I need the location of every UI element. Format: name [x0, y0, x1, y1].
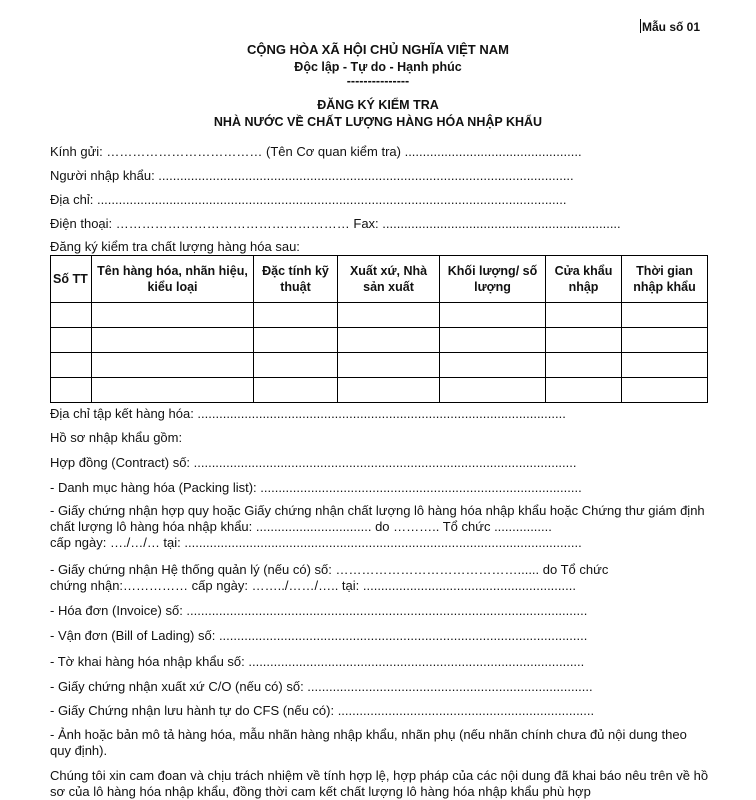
col-header-no: Số TT	[51, 256, 92, 303]
table-cell[interactable]	[51, 378, 92, 403]
management-system-field	[50, 562, 710, 594]
table-cell[interactable]	[254, 328, 338, 353]
customs-declaration-field: - Tờ khai hàng hóa nhập khẩu số: .............................................................................................	[50, 654, 585, 669]
table-cell[interactable]	[440, 378, 546, 403]
table-cell[interactable]	[92, 328, 254, 353]
dossier-heading: Hồ sơ nhập khẩu gồm:	[50, 430, 183, 445]
table-cell[interactable]	[51, 353, 92, 378]
text-cursor	[640, 19, 641, 33]
form-title-line1: ĐĂNG KÝ KIỂM TRA	[317, 98, 439, 112]
register-intro: Đăng ký kiểm tra chất lượng hàng hóa sau:	[50, 239, 300, 254]
conformity-certificate-field	[50, 503, 710, 551]
table-header-row	[51, 256, 708, 303]
table-cell[interactable]	[92, 303, 254, 328]
table-cell[interactable]	[254, 353, 338, 378]
col-header-origin: Xuất xứ, Nhà sản xuất	[338, 256, 440, 303]
gathering-address-field: Địa chỉ tập kết hàng hóa: ......................................................................................................	[50, 406, 566, 421]
col-header-import-time: Thời gian nhập khẩu	[622, 256, 708, 303]
table-cell[interactable]	[622, 328, 708, 353]
table-cell[interactable]	[338, 328, 440, 353]
table-cell[interactable]	[546, 378, 622, 403]
photos-description-field: - Ảnh hoặc bản mô tả hàng hóa, mẫu nhãn hàng nhập khẩu, nhãn phụ (nếu nhãn chính chưa đủ nội dung theo quy định).	[50, 727, 687, 758]
table-cell[interactable]	[51, 328, 92, 353]
table-row	[51, 378, 708, 403]
table-cell[interactable]	[338, 378, 440, 403]
form-number: Mẫu số 01	[642, 20, 701, 34]
packing-list-field: - Danh mục hàng hóa (Packing list): .........................................................................................	[50, 480, 582, 495]
table-cell[interactable]	[622, 303, 708, 328]
recipient-field: Kính gửi: ……………………………… (Tên Cơ quan kiểm tra) .................................................	[50, 144, 582, 159]
form-title-line2: NHÀ NƯỚC VỀ CHẤT LƯỢNG HÀNG HÓA NHẬP KHẨU	[213, 115, 543, 129]
country-name: CỘNG HÒA XÃ HỘI CHỦ NGHĨA VIỆT NAM	[247, 42, 509, 57]
table-cell[interactable]	[338, 303, 440, 328]
table-cell[interactable]	[51, 303, 92, 328]
table-cell[interactable]	[622, 378, 708, 403]
table-cell[interactable]	[92, 378, 254, 403]
header-separator: ---------------	[346, 74, 410, 88]
table-cell[interactable]	[254, 303, 338, 328]
table-cell[interactable]	[440, 303, 546, 328]
table-cell[interactable]	[546, 328, 622, 353]
table-row	[51, 328, 708, 353]
national-motto: Độc lập - Tự do - Hạnh phúc	[294, 60, 462, 74]
table-cell[interactable]	[622, 353, 708, 378]
contract-field: Hợp đồng (Contract) số: ..........................................................................................................	[50, 455, 577, 470]
col-header-quantity: Khối lượng/ số lượng	[440, 256, 546, 303]
certificate-of-origin-field: - Giấy chứng nhận xuất xứ C/O (nếu có) số: ...............................................................................	[50, 679, 593, 694]
address-field: Địa chỉ: ..................................................................................................................................	[50, 192, 567, 207]
conformity-certificate-line2: cấp ngày: …./…/… tại: ..............................................................................................................	[50, 535, 582, 550]
management-system-line1: - Giấy chứng nhận Hệ thống quản lý (nếu có) số: ……………………………………...... do Tổ chức	[50, 562, 609, 577]
table-row	[51, 303, 708, 328]
invoice-field: - Hóa đơn (Invoice) số: ...............................................................................................................	[50, 603, 588, 618]
table-row	[51, 353, 708, 378]
table-cell[interactable]	[254, 378, 338, 403]
phone-fax-field: Điện thoại: ……………………………………………… Fax: ..................................................................	[50, 216, 621, 231]
col-header-specs: Đặc tính kỹ thuật	[254, 256, 338, 303]
table-cell[interactable]	[546, 303, 622, 328]
bill-of-lading-field: - Vận đơn (Bill of Lading) số: ......................................................................................................	[50, 628, 588, 643]
free-sale-certificate-field: - Giấy Chứng nhận lưu hành tự do CFS (nếu có): .......................................................................	[50, 703, 595, 718]
table-cell[interactable]	[338, 353, 440, 378]
col-header-goods-name: Tên hàng hóa, nhãn hiệu, kiểu loại	[92, 256, 254, 303]
commitment-paragraph: Chúng tôi xin cam đoan và chịu trách nhiệm về tính hợp lệ, hợp pháp của các nội dung đã khai báo nêu trên về hồ sơ của lô hàng hóa nhập khẩu, đồng thời cam kết chất lượng lô hàng hóa nhập khẩu phù hợp	[50, 768, 709, 799]
table-cell[interactable]	[440, 328, 546, 353]
goods-table	[50, 255, 708, 403]
table-cell[interactable]	[440, 353, 546, 378]
table-cell[interactable]	[546, 353, 622, 378]
management-system-line2: chứng nhận:…………… cấp ngày: ……../……/….. tại: ...........................................................	[50, 578, 576, 593]
conformity-certificate-line1: - Giấy chứng nhận hợp quy hoặc Giấy chứng nhận chất lượng lô hàng hóa nhập khẩu hoặc Chứng thư giám định chất lượng lô hàng hóa nhập khẩu: ................................ do ……….. Tổ chức ................	[50, 503, 705, 534]
table-cell[interactable]	[92, 353, 254, 378]
importer-field: Người nhập khẩu: ...................................................................................................................	[50, 168, 574, 183]
col-header-entry-port: Cửa khẩu nhập	[546, 256, 622, 303]
